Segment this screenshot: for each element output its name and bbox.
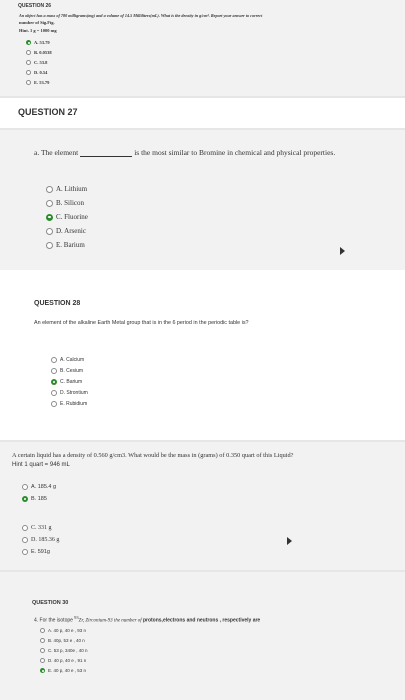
q29-option-e-radio[interactable] xyxy=(22,549,28,555)
answer-blank xyxy=(80,149,132,157)
q30-option-a-label: A. 40 p, 40 e , 93 n xyxy=(48,628,87,633)
q28-option-d-radio[interactable] xyxy=(51,390,57,396)
q30-option-c-label: C. 53 p, 340e , 40 n xyxy=(48,648,88,653)
q29-option-d-radio[interactable] xyxy=(22,537,28,543)
question-29-hint: Hint 1 quart = 946 mL xyxy=(12,462,70,468)
q29-option-d-label: D. 185.36 g xyxy=(31,537,60,543)
q28-option-d[interactable] xyxy=(51,390,88,396)
q28-option-c[interactable] xyxy=(51,379,82,385)
q29-option-c-radio[interactable] xyxy=(22,525,28,531)
q27-option-c-label: C. Fluorine xyxy=(56,213,88,221)
q28-option-a[interactable] xyxy=(51,357,84,363)
q26-option-a-label: A. 53.79 xyxy=(34,40,50,45)
question-29-prompt: A certain liquid has a density of 0.560 g/cm3. What would be the mass in (grams) of 0.350 quart of this Liquid? xyxy=(12,452,294,459)
q30-option-e[interactable] xyxy=(40,668,86,673)
q30-option-d[interactable] xyxy=(40,658,86,663)
question-30-prompt-bold: protons,electrons and neutrons , respectively are xyxy=(142,617,261,624)
q27-option-d[interactable] xyxy=(46,227,86,235)
q26-option-e[interactable] xyxy=(26,80,49,85)
question-30-prompt xyxy=(34,615,260,624)
question-27-prompt xyxy=(34,148,335,157)
question-30-prompt-start: 4. For the isotope xyxy=(34,617,73,624)
q29-option-a-radio[interactable] xyxy=(22,484,28,490)
q27-option-b[interactable] xyxy=(46,199,84,207)
q28-option-c-label: C. Barium xyxy=(60,379,83,385)
q27-option-e-label: E. Barium xyxy=(56,241,85,249)
q27-option-e-radio[interactable] xyxy=(46,242,53,249)
question-26-prompt-line2: number of Sig.Fig. xyxy=(19,20,55,25)
question-26-prompt: An object has a mass of 780 milligrams(mg) and a volume of 14.5 Milliliters(mL). What is the density in g/cm³. Report your answer to correct xyxy=(19,13,263,18)
question-28-prompt: An element of the alkaline Earth Metal group that is in the 6 period in the periodic table is? xyxy=(34,320,249,326)
q29-option-b[interactable] xyxy=(22,496,47,502)
q29-option-b-label: B. 185 xyxy=(31,496,47,502)
q30-option-d-label: D. 40 p, 40 e , 91 n xyxy=(48,658,87,663)
q26-option-d-label: D. 0.54 xyxy=(34,70,48,75)
q30-option-b[interactable] xyxy=(40,638,85,643)
q30-option-b-radio[interactable] xyxy=(40,638,45,643)
mouse-cursor-icon xyxy=(340,247,345,255)
mouse-cursor-icon xyxy=(287,537,292,545)
q26-option-a-radio[interactable] xyxy=(26,40,31,45)
q26-option-d-radio[interactable] xyxy=(26,70,31,75)
q29-option-c-label: C. 331 g xyxy=(31,525,52,531)
q28-option-e-radio[interactable] xyxy=(51,401,57,407)
q30-option-a[interactable] xyxy=(40,628,86,633)
isotope-symbol: Zr xyxy=(78,618,83,624)
question-28-title: QUESTION 28 xyxy=(34,300,81,307)
q26-option-b[interactable] xyxy=(26,50,52,55)
q26-option-b-label: B. 0.0538 xyxy=(34,50,52,55)
q26-option-d[interactable] xyxy=(26,70,47,75)
q28-option-d-label: D. Strontium xyxy=(60,390,88,396)
question-27-prompt-end: is the most similar to Bromine in chemical and physical properties. xyxy=(134,148,336,157)
q28-option-c-radio[interactable] xyxy=(51,379,57,385)
q30-option-a-radio[interactable] xyxy=(40,628,45,633)
q29-option-a-label: A. 185.4 g xyxy=(31,484,57,490)
q27-option-c-radio[interactable] xyxy=(46,214,53,221)
q29-option-c[interactable] xyxy=(22,525,52,531)
q27-option-b-radio[interactable] xyxy=(46,200,53,207)
q29-option-e-label: E. 591g xyxy=(31,549,50,555)
q28-option-b-label: B. Cesium xyxy=(60,368,84,374)
q27-option-e[interactable] xyxy=(46,241,85,249)
q27-option-a-radio[interactable] xyxy=(46,186,53,193)
q26-option-e-label: E. 53.79 xyxy=(34,80,50,85)
q27-option-a[interactable] xyxy=(46,185,87,193)
question-27-prompt-start: a. The element xyxy=(34,148,79,157)
isotope-mass-number: 93 xyxy=(74,615,79,620)
question-27-title: QUESTION 27 xyxy=(18,107,78,117)
q26-option-c-radio[interactable] xyxy=(26,60,31,65)
q26-option-c-label: C. 53.8 xyxy=(34,60,48,65)
q28-option-a-radio[interactable] xyxy=(51,357,57,363)
q27-option-b-label: B. Silicon xyxy=(56,199,85,207)
q29-option-e[interactable] xyxy=(22,549,50,555)
q27-option-d-label: D. Arsenic xyxy=(56,227,86,235)
q28-option-b-radio[interactable] xyxy=(51,368,57,374)
q27-option-a-label: A. Lithium xyxy=(56,185,88,193)
question-30-panel xyxy=(0,572,405,700)
q28-option-e[interactable] xyxy=(51,401,87,407)
q26-option-a[interactable] xyxy=(26,40,50,45)
q28-option-a-label: A. Calcium xyxy=(60,357,85,363)
q29-option-d[interactable] xyxy=(22,537,59,543)
q30-option-b-label: B. 40p, 53 e , 40 n xyxy=(48,638,85,643)
question-30-prompt-middle: , Zirconium-93 the number of xyxy=(82,618,142,624)
q27-option-d-radio[interactable] xyxy=(46,228,53,235)
q28-option-e-label: E. Rubidium xyxy=(60,401,88,407)
question-26-title: QUESTION 26 xyxy=(18,3,52,9)
q30-option-d-radio[interactable] xyxy=(40,658,45,663)
q30-option-e-radio[interactable] xyxy=(40,668,45,673)
question-26-hint: Hint. 1 g = 1000 mg xyxy=(19,28,57,33)
question-28-panel xyxy=(0,272,405,440)
q26-option-b-radio[interactable] xyxy=(26,50,31,55)
q30-option-c[interactable] xyxy=(40,648,88,653)
q29-option-b-radio[interactable] xyxy=(22,496,28,502)
question-30-title: QUESTION 30 xyxy=(32,600,69,606)
q26-option-c[interactable] xyxy=(26,60,47,65)
q27-option-c[interactable] xyxy=(46,213,88,221)
q29-option-a[interactable] xyxy=(22,484,56,490)
q30-option-c-radio[interactable] xyxy=(40,648,45,653)
q26-option-e-radio[interactable] xyxy=(26,80,31,85)
q28-option-b[interactable] xyxy=(51,368,83,374)
q30-option-e-label: E. 40 p, 40 e , 53 n xyxy=(48,668,87,673)
